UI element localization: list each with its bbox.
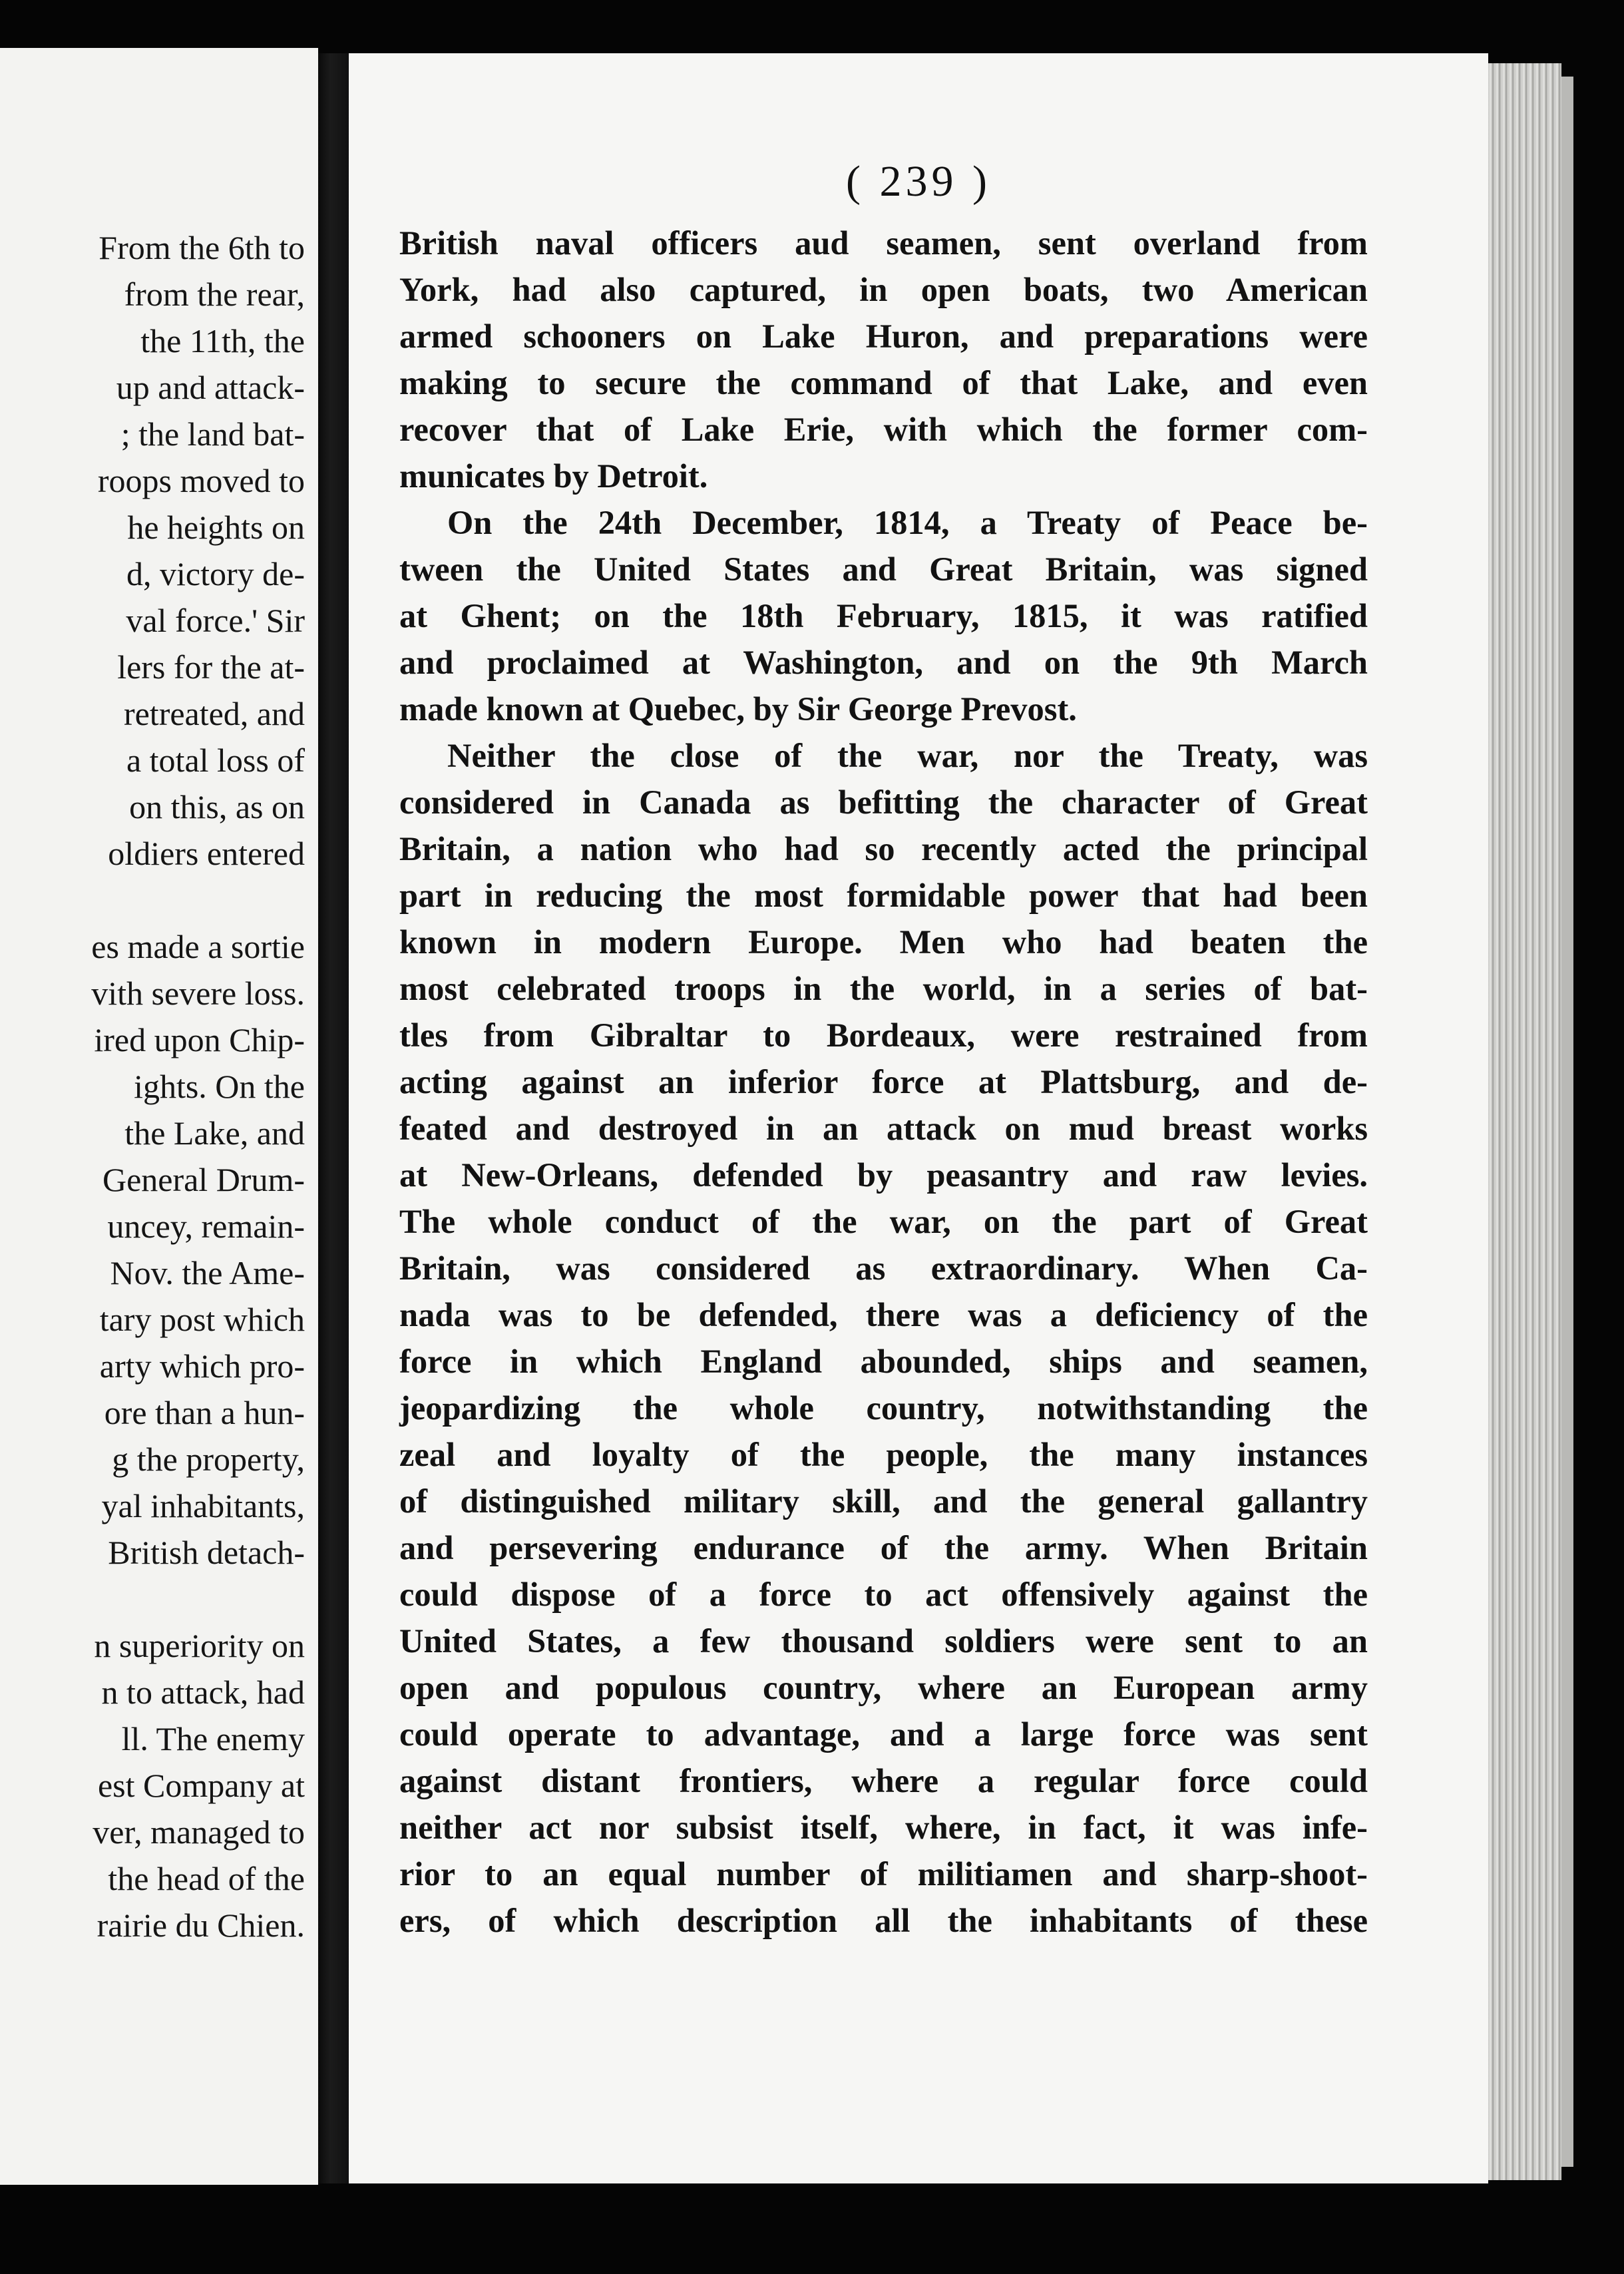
left-line: up and attack- xyxy=(116,369,305,406)
text-line: ers, of which description all the inhabitants of these xyxy=(399,1902,1368,1939)
left-line: ights. On the xyxy=(134,1068,305,1105)
left-line: From the 6th to xyxy=(99,229,305,266)
text-line: Britain, was considered as extraordinary. When Ca- xyxy=(399,1250,1368,1287)
text-line: neither act nor subsist itself, where, in fact, it was infe- xyxy=(399,1809,1368,1846)
text-line: armed schooners on Lake Huron, and preparations were xyxy=(399,318,1368,355)
text-line: known in modern Europe. Men who had beaten the xyxy=(399,923,1368,961)
left-line: ll. The enemy xyxy=(121,1720,305,1757)
text-line: The whole conduct of the war, on the part of Great xyxy=(399,1203,1368,1240)
text-line: zeal and loyalty of the people, the many instances xyxy=(399,1436,1368,1473)
left-line: tary post which xyxy=(99,1301,305,1338)
right-page-body xyxy=(399,220,1368,1944)
text-line: most celebrated troops in the world, in a series of bat- xyxy=(399,970,1368,1007)
left-line: from the rear, xyxy=(124,276,305,313)
text-line: United States, a few thousand soldiers were sent to an xyxy=(399,1622,1368,1660)
left-line: lers for the at- xyxy=(117,648,305,686)
left-line: est Company at xyxy=(97,1767,305,1804)
left-line: roops moved to xyxy=(97,462,305,499)
text-line: nada was to be defended, there was a deficiency of the xyxy=(399,1296,1368,1333)
left-paragraph-gap xyxy=(0,877,305,923)
text-line: Neither the close of the war, nor the Treaty, was xyxy=(447,737,1368,774)
text-line: could dispose of a force to act offensively against the xyxy=(399,1576,1368,1613)
left-line: n to attack, had xyxy=(101,1674,305,1711)
left-line: he heights on xyxy=(127,509,305,546)
left-paragraph-gap xyxy=(0,1576,305,1622)
text-line: of distinguished military skill, and the general gallantry xyxy=(399,1482,1368,1520)
text-line: made known at Quebec, by Sir George Prevost. xyxy=(399,690,1077,728)
left-line: retreated, and xyxy=(123,695,305,732)
left-line: uncey, remain- xyxy=(107,1208,305,1245)
text-line: tween the United States and Great Britain, was signed xyxy=(399,551,1368,588)
left-line: d, victory de- xyxy=(126,555,305,592)
text-line: recover that of Lake Erie, with which the former com- xyxy=(399,411,1368,448)
page-number: ( 239 ) xyxy=(846,157,991,206)
text-line: against distant frontiers, where a regular force could xyxy=(399,1762,1368,1799)
left-page xyxy=(0,48,318,2185)
text-line: at New-Orleans, defended by peasantry and raw levies. xyxy=(399,1156,1368,1194)
text-line: open and populous country, where an European army xyxy=(399,1669,1368,1706)
left-line: arty which pro- xyxy=(99,1347,305,1385)
left-line: yal inhabitants, xyxy=(101,1487,305,1524)
text-line: making to secure the command of that Lake, and even xyxy=(399,364,1368,401)
text-line: tles from Gibraltar to Bordeaux, were restrained from xyxy=(399,1017,1368,1054)
text-line: part in reducing the most formidable power that had been xyxy=(399,877,1368,914)
left-line: val force.' Sir xyxy=(126,602,305,639)
left-line: es made a sortie xyxy=(91,928,305,965)
left-line: on this, as on xyxy=(129,788,305,825)
left-line: g the property, xyxy=(112,1441,305,1478)
text-line: jeopardizing the whole country, notwithstanding the xyxy=(399,1389,1368,1427)
text-line: British naval officers aud seamen, sent overland from xyxy=(399,224,1368,262)
left-line: vith severe loss. xyxy=(91,975,305,1012)
left-line: n superiority on xyxy=(94,1627,305,1664)
left-line: British detach- xyxy=(108,1534,305,1571)
left-line: ore than a hun- xyxy=(104,1394,305,1431)
text-line: acting against an inferior force at Plattsburg, and de- xyxy=(399,1063,1368,1100)
left-line: Nov. the Ame- xyxy=(110,1254,305,1291)
text-line: considered in Canada as befitting the character of Great xyxy=(399,784,1368,821)
page-edges xyxy=(1488,63,1561,2180)
left-line: ; the land bat- xyxy=(120,415,305,453)
left-line: a total loss of xyxy=(126,742,305,779)
left-line: rairie du Chien. xyxy=(97,1907,305,1944)
book-gutter xyxy=(318,53,349,2183)
left-line: the head of the xyxy=(108,1860,305,1897)
text-line: On the 24th December, 1814, a Treaty of Peace be- xyxy=(447,504,1368,541)
left-line: ired upon Chip- xyxy=(94,1021,305,1058)
text-line: at Ghent; on the 18th February, 1815, it was ratified xyxy=(399,597,1368,634)
text-line: and proclaimed at Washington, and on the 9th March xyxy=(399,644,1368,681)
text-line: could operate to advantage, and a large force was sent xyxy=(399,1715,1368,1753)
text-line: feated and destroyed in an attack on mud breast works xyxy=(399,1110,1368,1147)
left-line: ver, managed to xyxy=(93,1813,305,1851)
text-line: municates by Detroit. xyxy=(399,457,708,495)
left-line: oldiers entered xyxy=(108,835,305,872)
text-line: rior to an equal number of militiamen and sharp-shoot- xyxy=(399,1855,1368,1893)
page-edges-outer xyxy=(1561,77,1573,2167)
left-line: General Drum- xyxy=(102,1161,305,1198)
text-line: and persevering endurance of the army. When Britain xyxy=(399,1529,1368,1566)
text-line: York, had also captured, in open boats, two American xyxy=(399,271,1368,308)
left-line: the Lake, and xyxy=(124,1114,305,1152)
text-line: Britain, a nation who had so recently acted the principal xyxy=(399,830,1368,867)
text-line: force in which England abounded, ships and seamen, xyxy=(399,1343,1368,1380)
left-line: the 11th, the xyxy=(140,322,305,359)
left-page-text xyxy=(0,224,305,1948)
